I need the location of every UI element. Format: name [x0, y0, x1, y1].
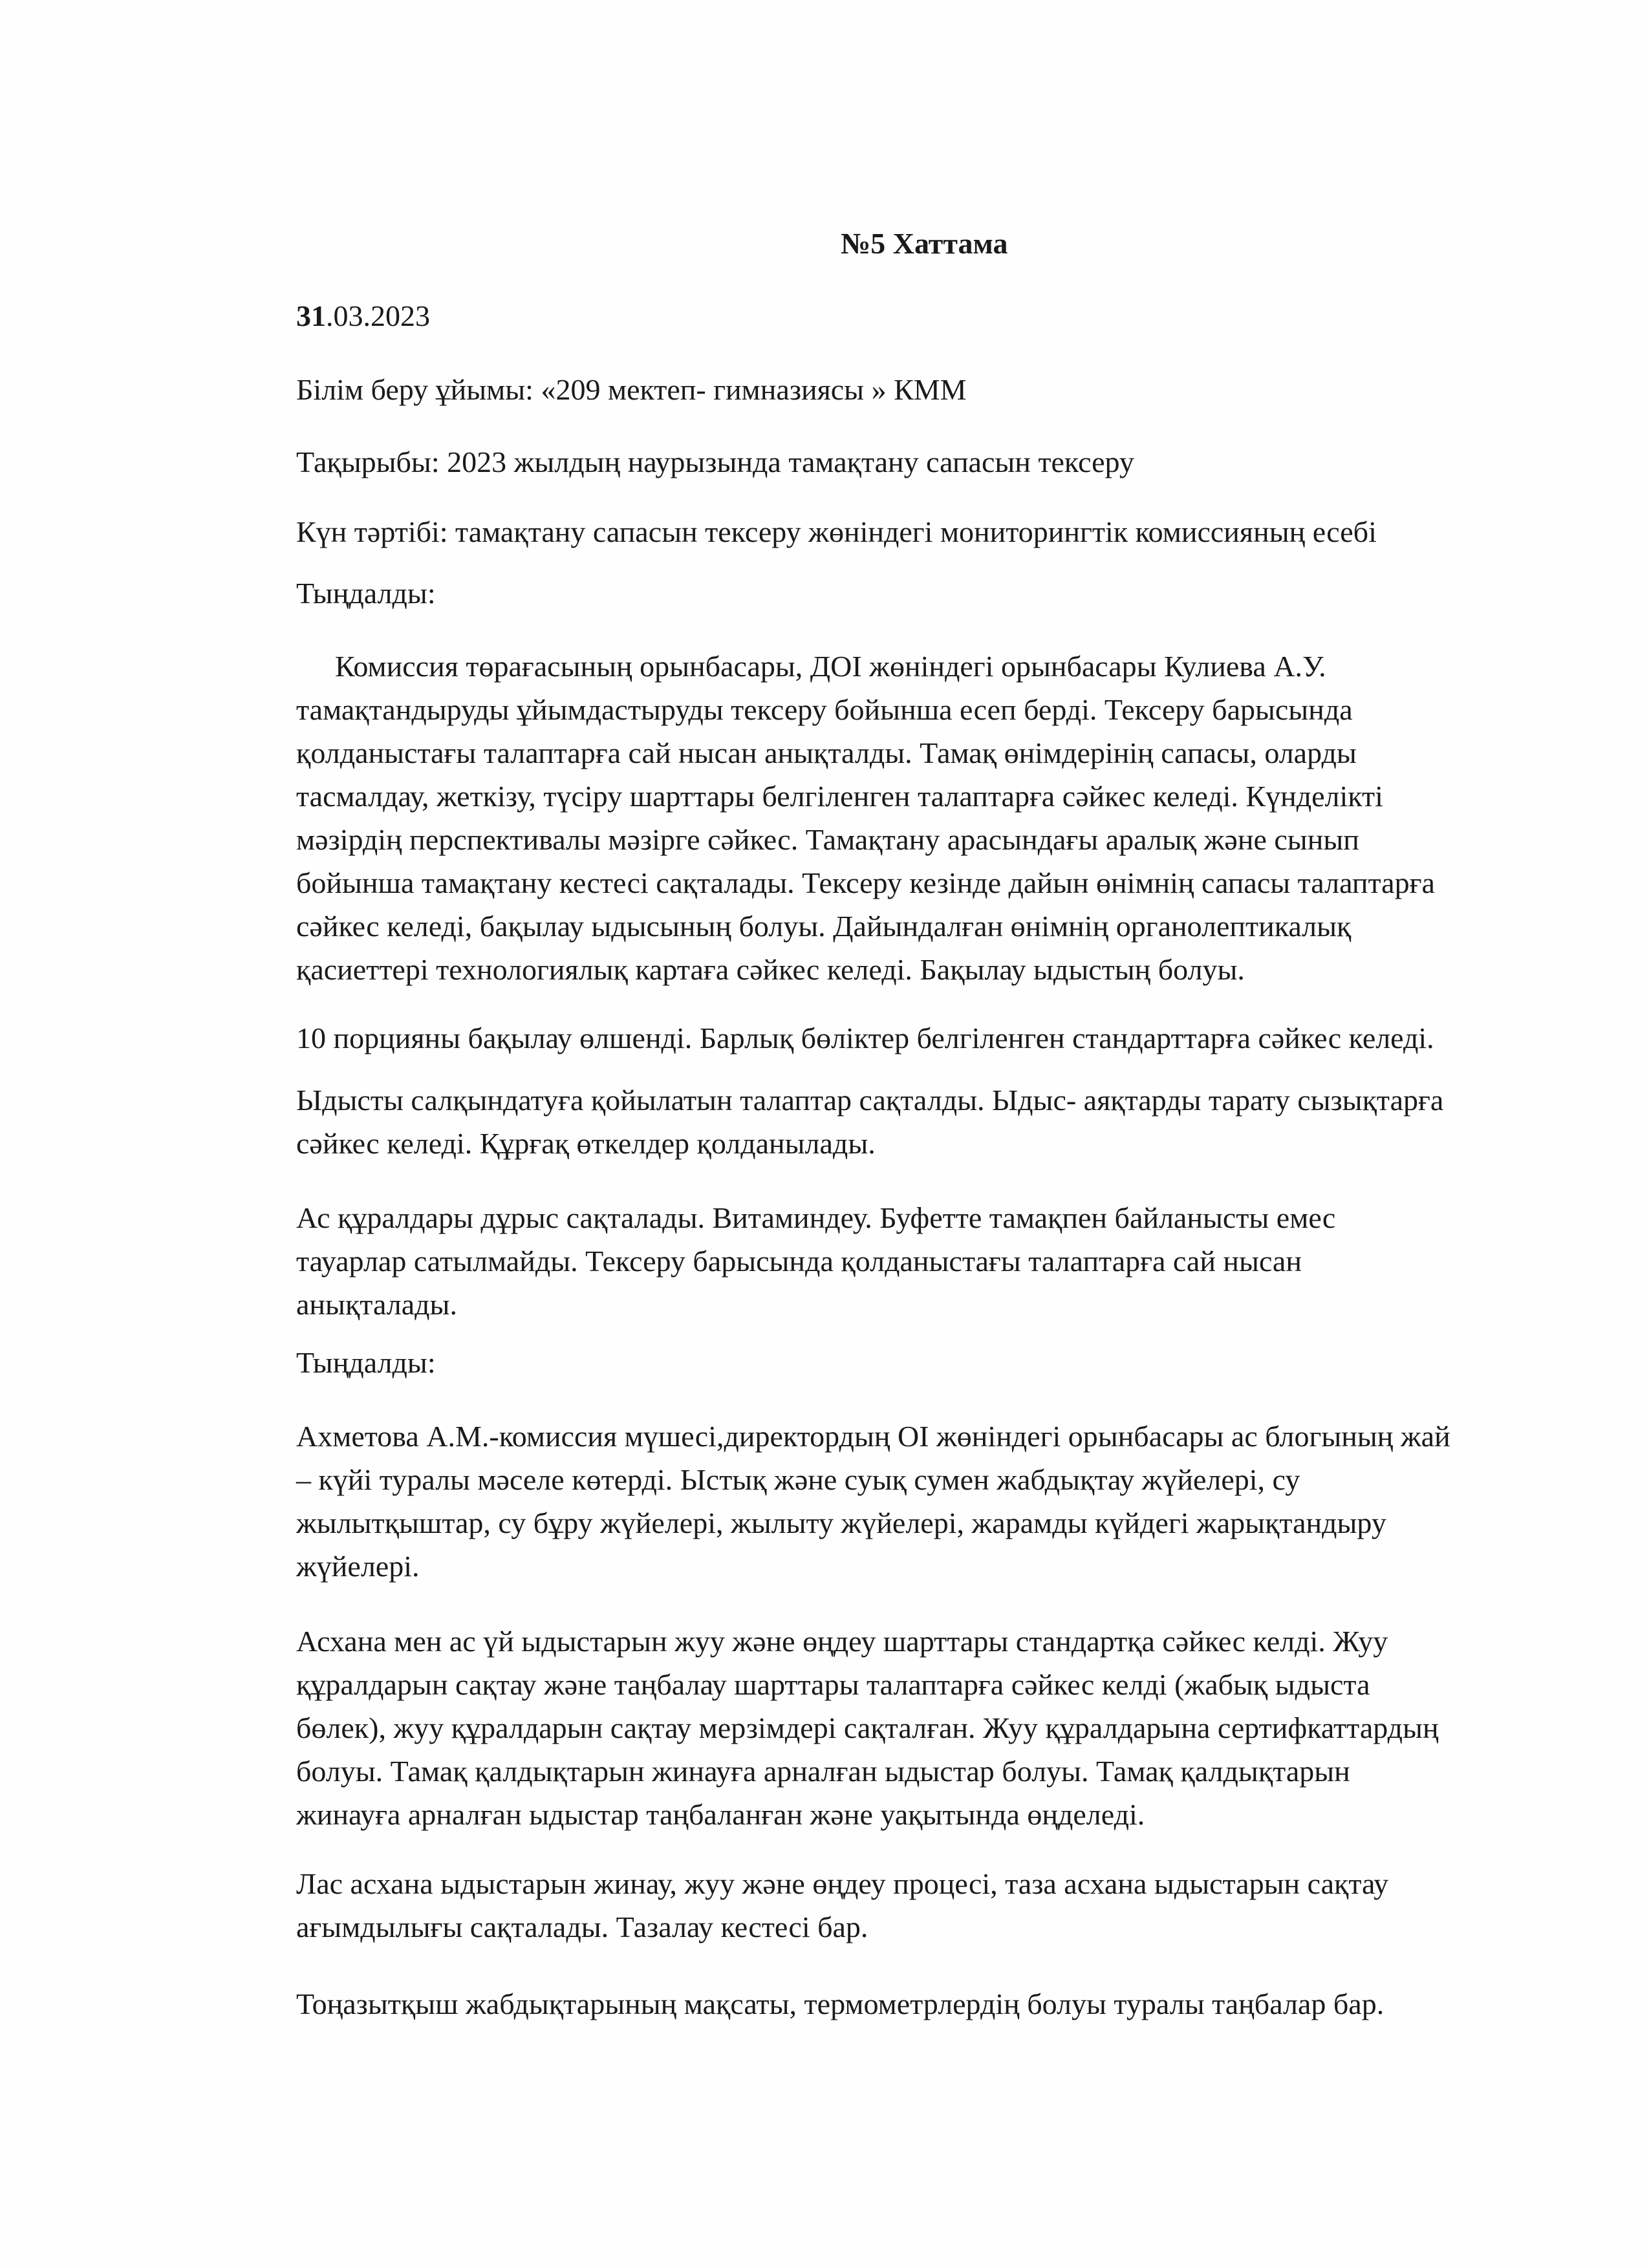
paragraph-kitchen-block — [296, 1415, 1590, 1588]
paragraph-line: қасиеттері технологиялық картаға сәйкес келеді. Бақылау ыдыстың болуы. — [296, 953, 1245, 986]
paragraph-line: Лас асхана ыдыстарын жинау, жуу және өңдеу процесі, таза асхана ыдыстарын сақтау — [296, 1867, 1389, 1900]
paragraph-line: жүйелері. — [296, 1550, 420, 1583]
paragraph-line: жылытқыштар, су бұру жүйелері, жылыту жүйелері, жарамды күйдегі жарықтандыру — [296, 1506, 1386, 1539]
paragraph-line: жинауға арналған ыдыстар таңбаланған және уақытында өңделеді. — [296, 1798, 1145, 1831]
paragraph-portions: 10 порцияны бақылау өлшенді. Барлық бөліктер белгіленген стандарттарға сәйкес келеді. — [296, 1022, 1434, 1054]
organization-line: Білім беру ұйымы: «209 мектеп- гимназиясы » КММ — [296, 373, 967, 406]
paragraph-line: мәзірдің перспективалы мәзірге сәйкес. Тамақтану арасындағы аралық және сынып — [296, 823, 1359, 856]
paragraph-line: ағымдылығы сақталады. Тазалау кестесі бар. — [296, 1910, 868, 1943]
paragraph-refrigeration: Тоңазытқыш жабдықтарының мақсаты, термометрлердің болуы туралы таңбалар бар. — [296, 1987, 1385, 2020]
paragraph-line: сәйкес келеді, бақылау ыдысының болуы. Дайындалған өнімнің органолептикалық — [296, 910, 1352, 943]
paragraph-line: бөлек), жуу құралдарын сақтау мерзімдері сақталған. Жуу құралдарына сертифкаттардың — [296, 1711, 1439, 1744]
paragraph-line: Асхана мен ас үй ыдыстарын жуу және өңдеу шарттары стандартқа сәйкес келді. Жуу — [296, 1625, 1388, 1658]
paragraph-dish-collection — [296, 1862, 1590, 1949]
paragraph-line: құралдарын сақтау және таңбалау шарттары талаптарға сәйкес келді (жабық ыдыста — [296, 1668, 1370, 1701]
agenda-line: Күн тәртібі: тамақтану сапасын тексеру жөніндегі мониторингтік комиссияның есебі — [296, 515, 1377, 548]
paragraph-line: анықталады. — [296, 1288, 457, 1321]
paragraph-line: сәйкес келеді. Құрғақ өткелдер қолданылады. — [296, 1127, 876, 1160]
paragraph-line: Ас құралдары дұрыс сақталады. Витаминдеу. Буфетте тамақпен байланысты емес — [296, 1201, 1336, 1234]
document-title: №5 Хаттама — [841, 227, 1008, 260]
paragraph-washing — [296, 1620, 1590, 1836]
paragraph-line: тасмалдау, жеткізу, түсіру шарттары белгіленген талаптарға сәйкес келеді. Күнделікті — [296, 780, 1383, 813]
date-day: 31 — [296, 299, 326, 332]
paragraph-line: болуы. Тамақ қалдықтарын жинауға арналған ыдыстар болуы. Тамақ қалдықтарын — [296, 1755, 1350, 1788]
heard-heading-1: Тыңдалды: — [296, 577, 436, 610]
paragraph-line: Комиссия төрағасының орынбасары, ДОІ жөніндегі орынбасары Кулиева А.У. — [335, 650, 1326, 683]
paragraph-utensils — [296, 1196, 1590, 1326]
paragraph-line: бойынша тамақтану кестесі сақталады. Тексеру кезінде дайын өнімнің сапасы талаптарға — [296, 866, 1435, 899]
paragraph-line: тамақтандыруды ұйымдастыруды тексеру бойынша есеп берді. Тексеру барысында — [296, 693, 1353, 726]
paragraph-dishes — [296, 1078, 1590, 1165]
paragraph-line: қолданыстағы талаптарға сай нысан анықталды. Тамақ өнімдерінің сапасы, оларды — [296, 736, 1357, 769]
heard-heading-2: Тыңдалды: — [296, 1346, 436, 1379]
paragraph-line: Ахметова А.М.-комиссия мүшесі,директордың ОІ жөніндегі орынбасары ас блогының жай — [296, 1420, 1450, 1453]
paragraph-report — [296, 645, 1590, 991]
paragraph-line: Ыдысты салқындатуға қойылатын талаптар сақталды. Ыдыс- аяқтарды тарату сызықтарға — [296, 1084, 1444, 1117]
paragraph-line: тауарлар сатылмайды. Тексеру барысында қолданыстағы талаптарға сай нысан — [296, 1245, 1302, 1278]
date-rest: .03.2023 — [326, 299, 430, 332]
topic-line: Тақырыбы: 2023 жылдың наурызында тамақтану сапасын тексеру — [296, 445, 1134, 478]
paragraph-line: – күйі туралы мәселе көтерді. Ыстық және суық сумен жабдықтау жүйелері, су — [296, 1463, 1300, 1496]
document-date — [296, 301, 430, 331]
